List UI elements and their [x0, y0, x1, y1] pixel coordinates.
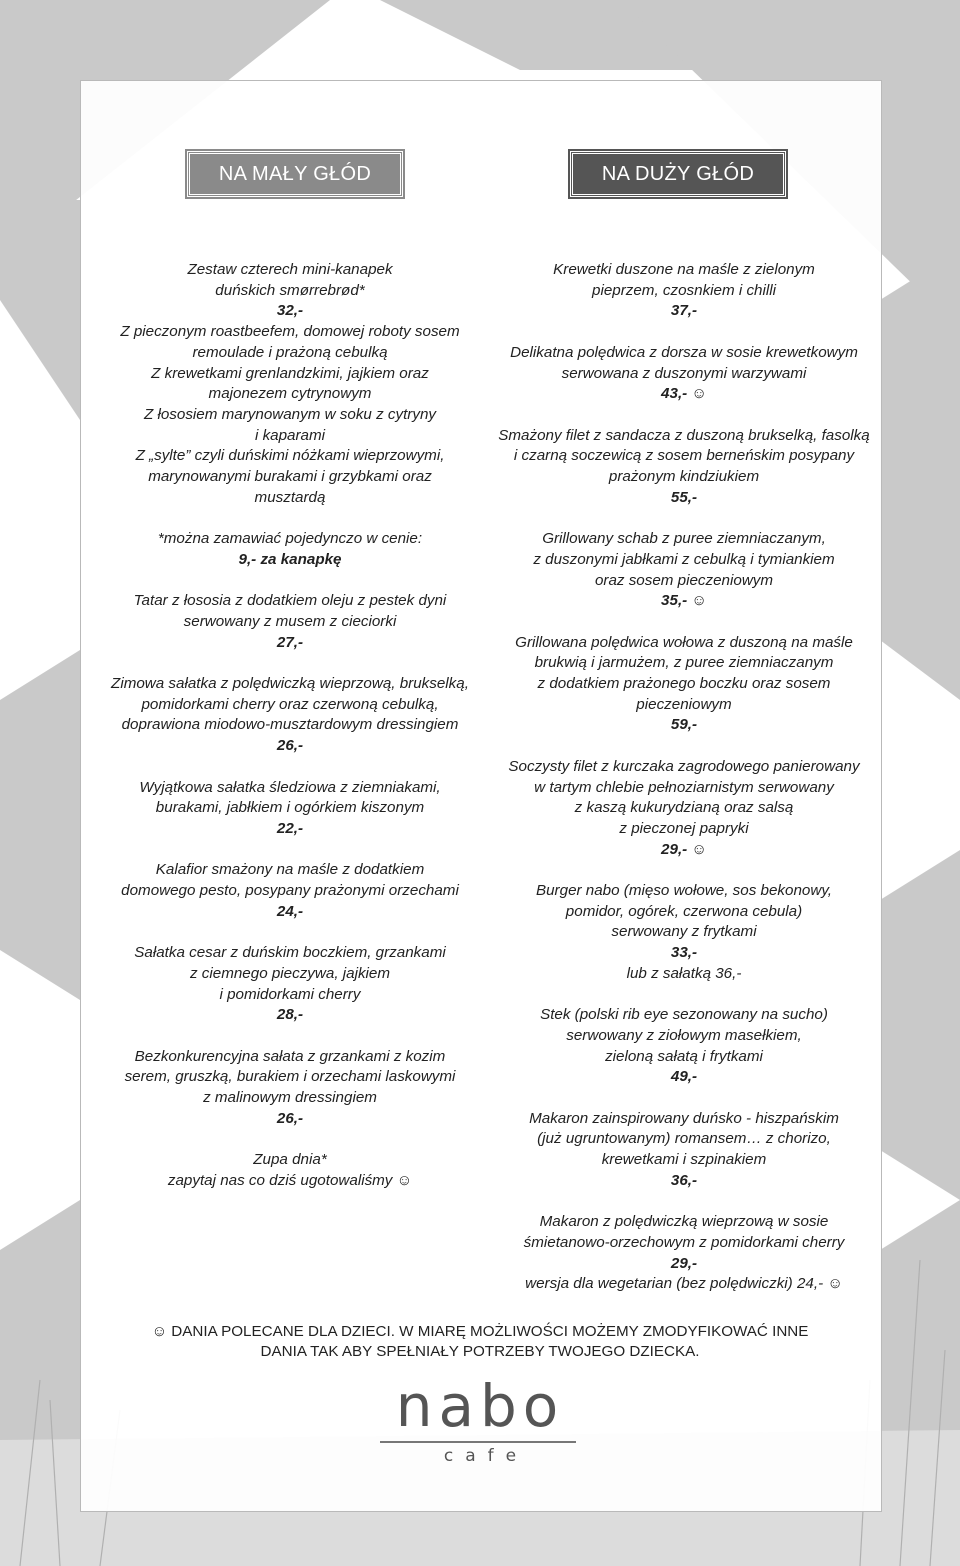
- menu-item-line: majonezem cytrynowym: [208, 385, 372, 403]
- menu-item-line: serwowana z duszonymi warzywami: [561, 364, 807, 382]
- menu-item-price: 37,-: [670, 302, 698, 320]
- menu-item: [488, 757, 880, 861]
- menu-item-line: Zupa dnia*: [253, 1151, 327, 1169]
- menu-item-line: z kaszą kukurydzianą oraz salsą: [574, 799, 794, 817]
- menu-item-line: doprawiona miodowo-musztardowym dressingiem: [121, 716, 459, 734]
- menu-item: [488, 529, 880, 612]
- menu-item-line: *można zamawiać pojedynczo w cenie:: [157, 530, 423, 548]
- menu-item-price: 43,- ☺: [661, 385, 707, 403]
- menu-item-line: (już ugruntowanym) romansem… z chorizo,: [537, 1130, 831, 1148]
- menu-item-line: pomidorkami cherry oraz czerwoną cebulką,: [141, 695, 439, 713]
- menu-item-price: 27,-: [276, 633, 304, 651]
- menu-item-line: zieloną sałatą i frytkami: [605, 1047, 763, 1065]
- menu-item-line: Z łososiem marynowanym w soku z cytryny: [143, 405, 436, 423]
- menu-item-price: 29,- ☺: [661, 840, 707, 858]
- menu-item-line: z dodatkiem prażonego boczku oraz sosem: [537, 675, 831, 692]
- menu-item-price: 28,-: [276, 1006, 304, 1024]
- menu-item-line: serwowany z musem z cieciorki: [183, 612, 397, 630]
- menu-item: [95, 260, 485, 508]
- menu-item-price: 33,-: [670, 944, 698, 962]
- menu-item-line: zapytaj nas co dziś ugotowaliśmy ☺: [167, 1171, 413, 1189]
- menu-item: [95, 529, 485, 570]
- menu-item-line: domowego pesto, posypany prażonymi orzechami: [121, 882, 459, 900]
- menu-item-line: Grillowana polędwica wołowa z duszoną na maśle: [515, 633, 853, 651]
- menu-item: [488, 260, 880, 322]
- menu-item-line: krewetkami i szpinakiem: [601, 1151, 767, 1169]
- menu-item-line: serwowany z ziołowym masełkiem,: [566, 1026, 802, 1044]
- menu-item-line: pieprzem, czosnkiem i chilli: [592, 281, 776, 299]
- menu-item-line: wersja dla wegetarian (bez polędwiczki) 24,- ☺: [525, 1275, 843, 1293]
- menu-item-line: pomidor, ogórek, czerwona cebula): [565, 902, 803, 920]
- header-big-hunger: NA DUŻY GŁÓD: [570, 151, 786, 197]
- logo-sub: cafe: [443, 1446, 529, 1466]
- menu-item-line: Z pieczonym roastbeefem, domowej roboty sosem: [120, 323, 460, 341]
- menu-item: [95, 778, 485, 840]
- menu-item-price: 22,-: [276, 819, 304, 837]
- menu-item-line: Zestaw czterech mini-kanapek: [187, 261, 393, 278]
- menu-item: [95, 860, 485, 922]
- small-hunger-column: [95, 260, 485, 1212]
- menu-item-price: 32,-: [276, 302, 304, 320]
- menu-item: [95, 674, 485, 757]
- menu-item: [488, 1212, 880, 1295]
- menu-item-line: Makaron z polędwiczką wieprzową w sosie: [539, 1213, 829, 1231]
- menu-item-line: burakami, jabłkiem i ogórkiem kiszonym: [155, 799, 425, 817]
- menu-item-line: Sałatka cesar z duńskim boczkiem, grzankami: [134, 944, 446, 962]
- menu-item-price: 29,-: [670, 1254, 698, 1272]
- menu-item: [488, 1109, 880, 1192]
- menu-item-line: z ciemnego pieczywa, jajkiem: [189, 964, 391, 982]
- menu-item-line: z duszonymi jabłkami z cebulką i tymiankiem: [533, 550, 835, 568]
- menu-item-line: prażonym kindziukiem: [608, 468, 760, 485]
- menu-item-line: i czarną soczewicą z sosem berneńskim posypany: [513, 447, 855, 465]
- menu-item-line: z malinowym dressingiem: [203, 1089, 377, 1107]
- menu-item-price: 24,-: [276, 902, 304, 920]
- menu-item-line: Makaron zainspirowany duńsko - hiszpańskim: [529, 1109, 839, 1127]
- menu-item-price: 35,- ☺: [661, 592, 707, 610]
- menu-item-line: Smażony filet z sandacza z duszoną brukselką, fasolką: [498, 426, 870, 444]
- menu-item: [488, 633, 880, 737]
- menu-item-line: Z krewetkami grenlandzkimi, jajkiem oraz: [151, 364, 429, 382]
- menu-item-line: Burger nabo (mięso wołowe, sos bekonowy,: [535, 882, 833, 899]
- menu-item-line: lub z sałatką 36,-: [626, 964, 742, 982]
- menu-item-price: 26,-: [276, 1109, 304, 1127]
- menu-item: [95, 591, 485, 653]
- menu-item-line: Bezkonkurencyjna sałata z grzankami z kozim: [134, 1047, 446, 1065]
- menu-item-line: Soczysty filet z kurczaka zagrodowego panierowany: [508, 757, 860, 775]
- menu-item-line: serwowany z frytkami: [611, 923, 757, 941]
- menu-item-price: 26,-: [276, 737, 304, 755]
- menu-item: [95, 1047, 485, 1130]
- logo-divider: [380, 1441, 576, 1443]
- menu-item-line: Stek (polski rib eye sezonowany na sucho): [540, 1006, 828, 1024]
- menu-item-line: marynowanymi burakami i grzybkami oraz: [148, 468, 432, 486]
- menu-item-line: Kalafior smażony na maśle z dodatkiem: [155, 861, 425, 879]
- menu-item-line: brukwią i jarmużem, z puree ziemniaczanym: [534, 654, 834, 672]
- nabo-logo: [370, 1372, 590, 1480]
- menu-item-line: pieczeniowym: [636, 695, 732, 713]
- header-small-hunger: NA MAŁY GŁÓD: [187, 151, 403, 197]
- menu-item-price: 55,-: [670, 488, 698, 506]
- menu-item-line: Krewetki duszone na maśle z zielonym: [553, 261, 815, 278]
- menu-item-line: musztardą: [254, 488, 326, 506]
- menu-item-line: Grillowany schab z puree ziemniaczanym,: [542, 530, 826, 548]
- menu-item-line: i kaparami: [254, 426, 326, 444]
- menu-item-line: Z „sylte” czyli duńskimi nóżkami wieprzowymi,: [135, 447, 445, 465]
- menu-item-line: i pomidorkami cherry: [219, 985, 361, 1003]
- menu-item-line: Wyjątkowa sałatka śledziowa z ziemniakami,: [139, 778, 441, 796]
- menu-item-line: duńskich smørrebrød*: [215, 281, 365, 299]
- menu-item: [95, 1150, 485, 1191]
- menu-item: [488, 343, 880, 405]
- menu-item-line: Delikatna polędwica z dorsza w sosie krewetkowym: [510, 343, 858, 361]
- kids-note-line-2: DANIA TAK ABY SPEŁNIAŁY POTRZEBY TWOJEGO DZIECKA.: [260, 1343, 700, 1360]
- menu-item-line: remoulade i prażoną cebulką: [192, 343, 388, 361]
- kids-note-line-1: ☺ DANIA POLECANE DLA DZIECI. W MIARĘ MOŻLIWOŚCI MOŻEMY ZMODYFIKOWAĆ INNE: [151, 1323, 809, 1340]
- menu-item-line: w tartym chlebie pełnoziarnistym serwowany: [534, 778, 834, 796]
- menu-item-price: 49,-: [670, 1068, 698, 1086]
- menu-item-line: serem, gruszką, burakiem i orzechami laskowymi: [124, 1068, 456, 1086]
- big-hunger-column: [488, 260, 880, 1316]
- menu-item: [488, 881, 880, 985]
- menu-item-price: 59,-: [670, 716, 698, 734]
- menu-item-line: Tatar z łososia z dodatkiem oleju z pestek dyni: [133, 592, 447, 610]
- menu-item-price: 36,-: [670, 1171, 698, 1189]
- menu-item-line: Zimowa sałatka z polędwiczką wieprzową, brukselką,: [111, 675, 469, 693]
- menu-item-line: oraz sosem pieczeniowym: [594, 571, 774, 589]
- kids-note: [100, 1322, 860, 1362]
- logo-word: nabo: [395, 1372, 565, 1440]
- menu-item: [488, 426, 880, 509]
- menu-item-line: śmietanowo-orzechowym z pomidorkami cherry: [523, 1233, 845, 1251]
- menu-item-price: 9,- za kanapkę: [238, 550, 342, 568]
- menu-item: [488, 1005, 880, 1088]
- menu-item-line: z pieczonej papryki: [619, 819, 749, 837]
- menu-item: [95, 943, 485, 1026]
